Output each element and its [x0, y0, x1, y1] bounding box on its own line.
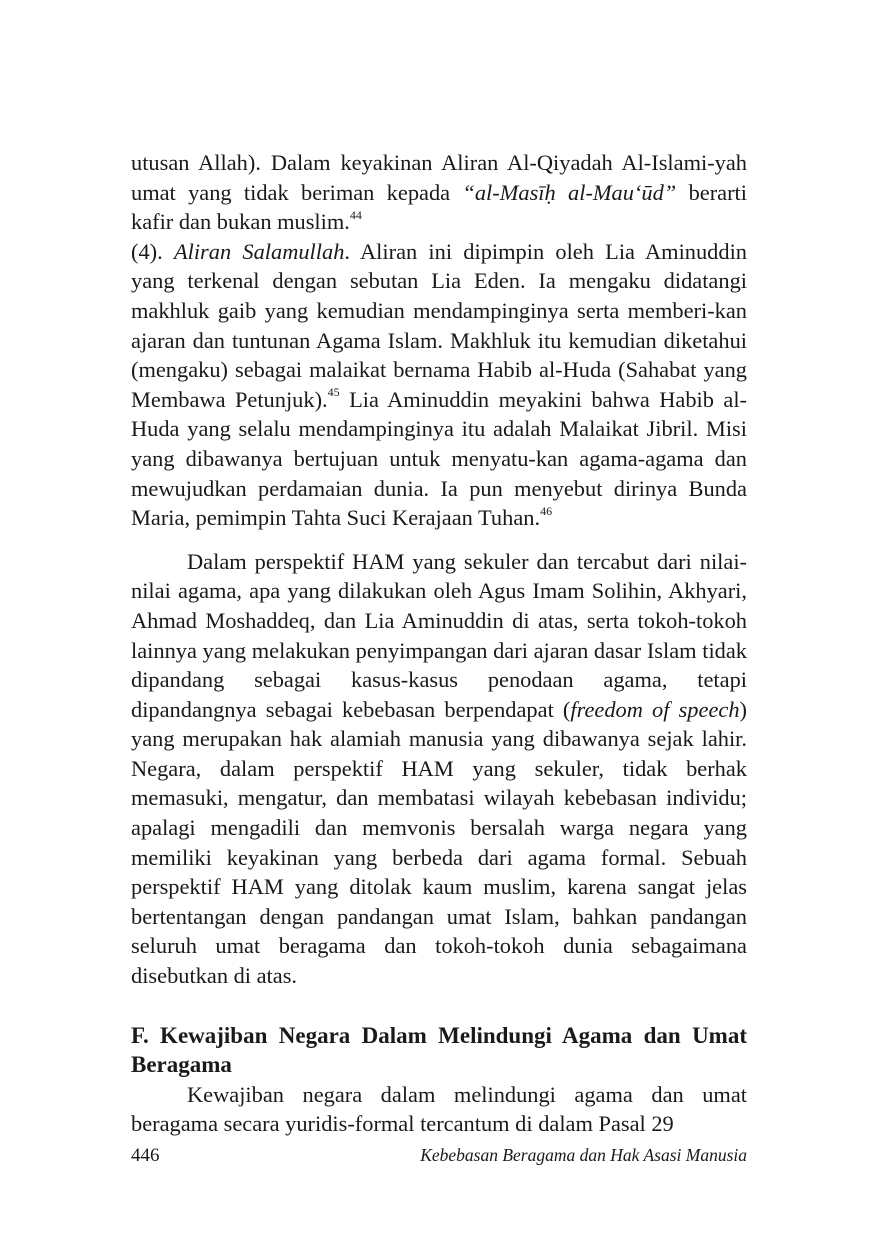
paragraph-3-italic: freedom of speech	[570, 696, 740, 722]
page-body	[131, 148, 747, 1139]
footnote-ref-45[interactable]: 45	[327, 385, 340, 400]
paragraph-2-sect-name: Aliran Salamullah	[173, 238, 345, 264]
paragraph-2-text-b: Lia Aminuddin meyakini bahwa Habib al-Huda yang selalu mendampinginya itu adalah Malaikat Jibril. Misi yang dibawanya bertujuan untuk menyatu-kan agama-agama dan mewujudkan perdamaian dunia. Ia pun menyebut dirinya Bunda Maria, pemimpin Tahta Suci Kerajaan Tuhan.	[131, 386, 747, 531]
running-title: Kebebasan Beragama dan Hak Asasi Manusia	[420, 1145, 747, 1165]
section-heading: F. Kewajiban Negara Dalam Melindungi Agama dan Umat Beragama	[131, 1022, 747, 1078]
paragraph-3	[131, 547, 747, 991]
paragraph-2-text-a: . Aliran ini dipimpin oleh Lia Aminuddin yang terkenal dengan sebutan Lia Eden. Ia mengaku didatangi makhluk gaib yang kemudian mendampinginya serta memberi-kan ajaran dan tuntunan Agama Islam. Makhluk itu kemudian diketahui (mengaku) sebagai malaikat bernama Habib al-Huda (Sahabat yang Membawa Petunjuk).	[131, 238, 747, 412]
paragraph-2	[131, 237, 747, 533]
paragraph-3-text-b: ) yang merupakan hak alamiah manusia yang dibawanya sejak lahir. Negara, dalam perspektif HAM yang sekuler, tidak berhak memasuki, mengatur, dan membatasi wilayah kebebasan individu; apalagi mengadili dan memvonis bersalah warga negara yang memiliki keyakinan yang berbeda dari agama formal. Sebuah perspektif HAM yang ditolak kaum muslim, karena sangat jelas bertentangan dengan pandangan umat Islam, bahkan pandangan seluruh umat beragama dan tokoh-tokoh dunia sebagaimana disebutkan di atas.	[131, 696, 747, 989]
footnote-ref-46[interactable]: 46	[540, 503, 553, 518]
footnote-ref-44[interactable]: 44	[349, 207, 362, 222]
paragraph-1-text-a: utusan Allah). Dalam keyakinan Aliran Al-Qiyadah Al-Islami-yah umat yang tidak beriman kepada	[131, 150, 747, 205]
paragraph-1	[131, 148, 747, 237]
paragraph-3-text-a: Dalam perspektif HAM yang sekuler dan tercabut dari nilai-nilai agama, apa yang dilakukan oleh Agus Imam Solihin, Akhyari, Ahmad Moshaddeq, dan Lia Aminuddin di atas, serta tokoh-tokoh lainnya yang melakukan penyimpangan dari ajaran dasar Islam tidak dipandang sebagai kasus-kasus penodaan agama, tetapi dipandangnya sebagai kebebasan berpendapat (	[131, 548, 747, 722]
paragraph-1-quote: “al-Masīḥ al-Mau‘ūd”	[462, 179, 677, 205]
page-number: 446	[131, 1145, 160, 1166]
paragraph-1-text-b: berarti kafir dan bukan muslim.	[131, 179, 747, 235]
paragraph-4: Kewajiban negara dalam melindungi agama dan umat beragama secara yuridis-formal tercantum di dalam Pasal 29	[131, 1081, 747, 1137]
page-footer	[131, 1145, 747, 1169]
paragraph-2-label: (4).	[131, 238, 174, 264]
